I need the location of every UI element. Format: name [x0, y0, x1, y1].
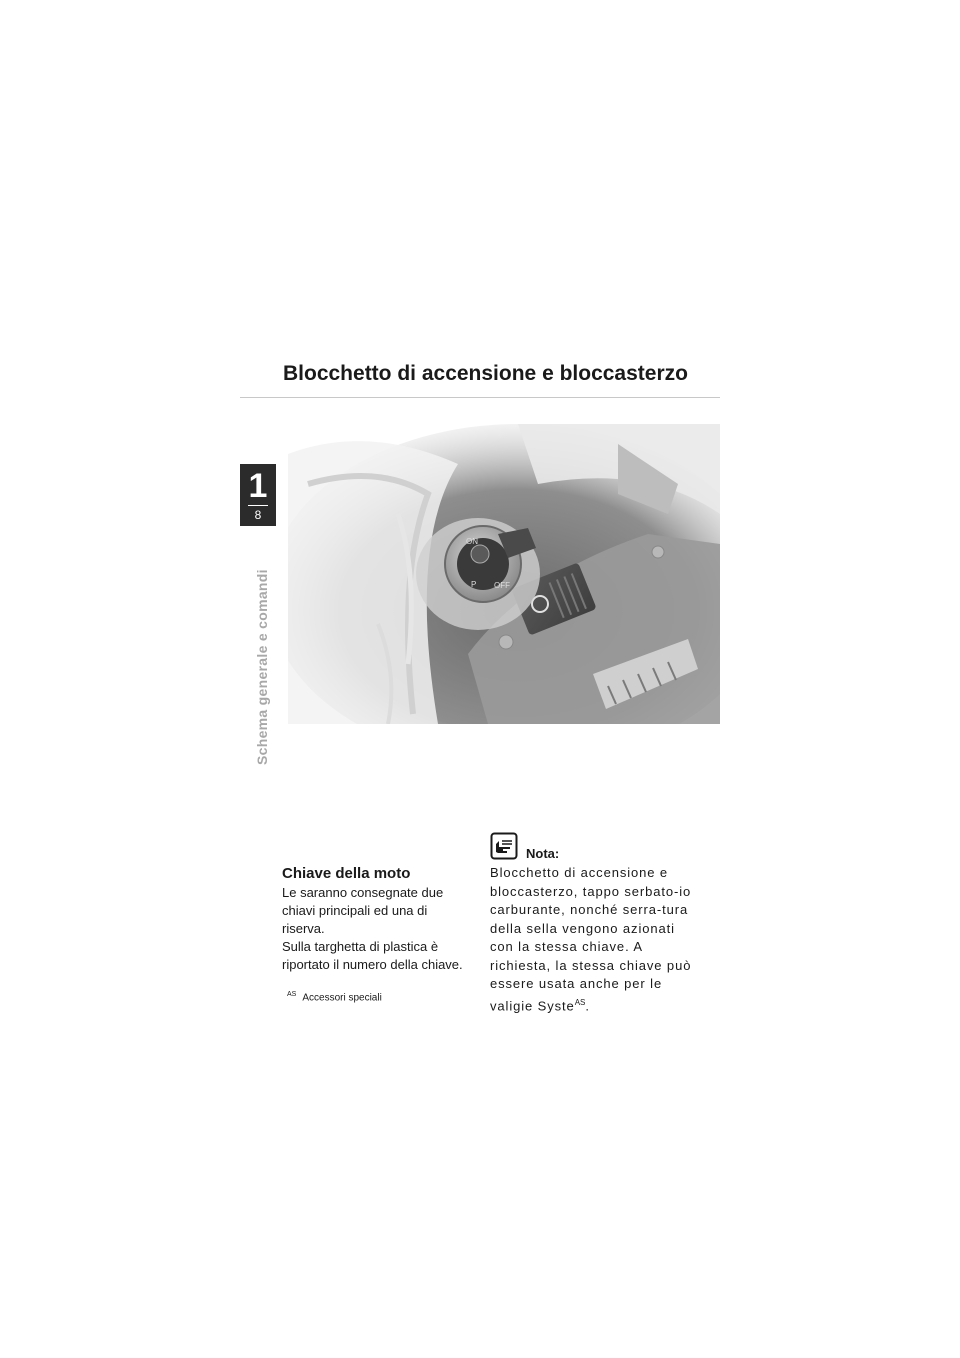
chapter-separator	[248, 505, 268, 506]
footnote-marker: AS	[287, 991, 297, 998]
chapter-number: 1	[248, 467, 268, 505]
body-paragraph: Sulla targhetta di plastica è riportato il numero della chiave.	[282, 939, 463, 972]
note-text	[490, 864, 696, 1015]
note-hand-icon	[490, 832, 518, 860]
ignition-park-label: P	[471, 580, 477, 589]
page-number: 8	[254, 508, 262, 522]
chapter-tab	[240, 464, 276, 526]
footnote-text: Accessori speciali	[302, 992, 382, 1004]
ignition-off-label: OFF	[494, 581, 510, 590]
note-label: Nota:	[526, 846, 560, 861]
page-title: Blocchetto di accensione e bloccasterzo	[283, 362, 688, 385]
section-heading-key: Chiave della moto	[282, 865, 411, 882]
body-paragraph: Le saranno consegnate due chiavi principali ed una di riserva.	[282, 885, 444, 936]
ignition-lock-photo	[288, 424, 720, 724]
footnote	[287, 991, 382, 1003]
ignition-on-label: ON	[466, 537, 478, 546]
note-trailing: .	[585, 997, 590, 1013]
note-body: Blocchetto di accensione e bloccasterzo, tappo serbato-io carburante, nonché serra-tura della sella vengono azionati con la stessa chiave. A richiesta, la stessa chiave può essere usata anche per le valigie Syste	[490, 865, 692, 1013]
chapter-side-label: Schema generale e comandi	[254, 569, 270, 765]
note-superscript: AS	[574, 997, 586, 1007]
title-divider	[240, 397, 720, 398]
section-body	[282, 884, 472, 974]
